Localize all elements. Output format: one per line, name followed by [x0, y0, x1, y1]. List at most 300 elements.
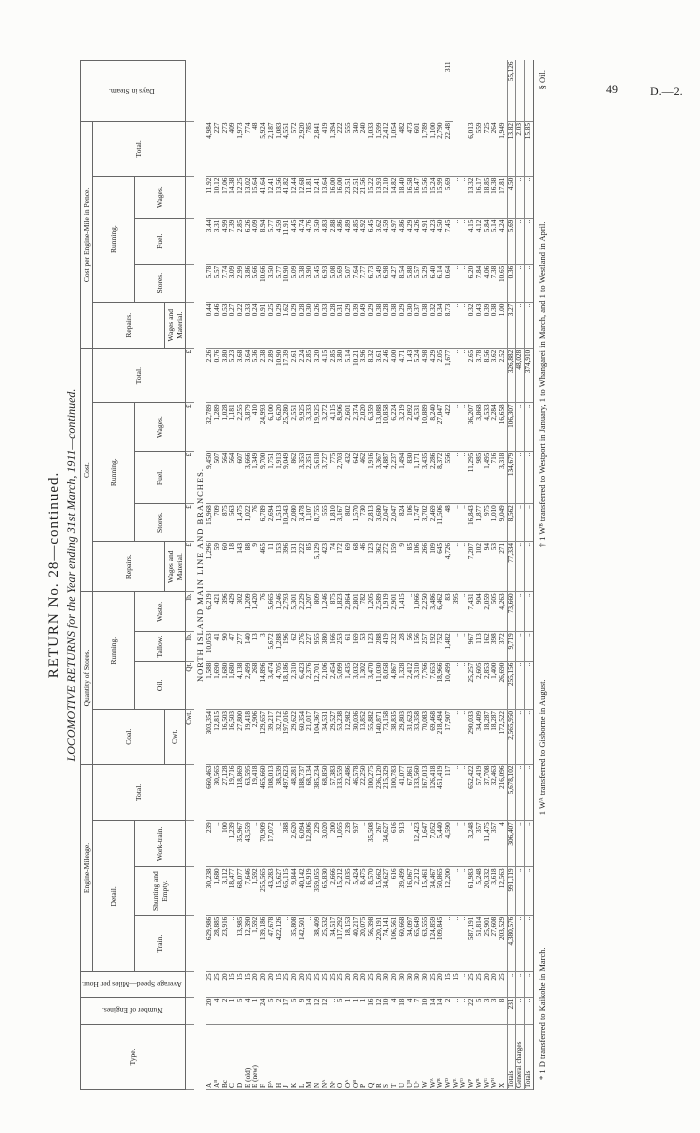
cell: 3.80 [222, 348, 230, 403]
cell: 1,415 [399, 592, 407, 632]
cell: 555 [345, 122, 353, 177]
cell: 4,138 [237, 661, 245, 709]
cell: .. [460, 997, 468, 1024]
cell: 30 [414, 972, 422, 997]
cell: 6,224 [391, 403, 399, 451]
cell: 6.20 [468, 264, 476, 302]
cell: 2,020 [360, 403, 368, 451]
cell: 5.29 [422, 264, 430, 302]
cell: 937 [353, 821, 361, 867]
cell: 3.96 [360, 348, 368, 403]
cell: 6.73 [368, 264, 376, 302]
cell: 1,435 [345, 661, 353, 709]
cell: 15,627 [276, 867, 284, 915]
cell: 5.57 [414, 264, 422, 302]
cell: 8,570 [368, 867, 376, 915]
cell: .. [460, 972, 468, 997]
cell: 775 [330, 451, 338, 503]
cell: 117 [445, 764, 453, 821]
cell: 5.14 [345, 348, 353, 403]
cell: 20 [345, 972, 353, 997]
cell: 172 [337, 542, 345, 592]
row-type: U [399, 1024, 407, 1089]
cell: 236,120 [376, 764, 384, 821]
cell: 7.64 [353, 264, 361, 302]
row-type: Wᴴ [491, 1024, 499, 1089]
cell: 862 [291, 451, 299, 503]
cell: 47,678 [268, 915, 276, 972]
cell: 2,092 [407, 403, 415, 451]
cell: 2,351 [306, 451, 314, 503]
cell: 4.27 [391, 264, 399, 302]
cell: 17 [283, 997, 291, 1024]
cell: 716 [491, 451, 499, 503]
cell: 6.93 [322, 264, 330, 302]
cell: 1,010 [491, 504, 499, 542]
cell: 20 [260, 972, 268, 997]
cell: 7.74 [222, 264, 230, 302]
cell: 5,672 [268, 632, 276, 661]
cell: 2,237 [391, 451, 399, 503]
cell: 14 [437, 997, 445, 1024]
cell: 1,475 [237, 504, 245, 542]
cell: 43,283 [268, 867, 276, 915]
cell: 311 [445, 61, 453, 122]
cell: 25 [430, 972, 438, 997]
cell: .. [283, 915, 291, 972]
cell: 19,418 [252, 764, 260, 821]
cell: 709 [214, 504, 222, 542]
cell: 131 [291, 542, 299, 592]
cell: .. [525, 997, 534, 1024]
cell: 23.51 [345, 176, 353, 218]
header-cpm-repairs: Repairs. [93, 302, 165, 348]
cell: 12.10 [383, 176, 391, 218]
footnote: † 1 Wᴮ transferred to Westport in January, 1 to Whangarei in March, and 1 to Westland in April. [536, 221, 547, 548]
cell: 6,789 [260, 504, 268, 542]
cell: 25 [468, 972, 476, 997]
cell: 7,646 [245, 867, 253, 915]
cell: 4,380,576 [507, 915, 516, 972]
cell: 422 [445, 403, 453, 451]
header-cpm-total: Total. [93, 122, 186, 177]
cell: 25 [283, 972, 291, 997]
cell: 6,620 [276, 403, 284, 451]
cell: 0.24 [252, 302, 260, 348]
cell: 20 [376, 972, 384, 997]
cell: 8.73 [445, 302, 453, 348]
header-oil: Oil. [134, 661, 185, 709]
cell: 133,559 [337, 764, 345, 821]
cell: 15.24 [430, 176, 438, 218]
cell: 100 [222, 821, 230, 867]
cell: 3,367 [376, 451, 384, 503]
cell: 34,627 [383, 821, 391, 867]
cell: 0.27 [229, 302, 237, 348]
cell: .. [525, 972, 534, 997]
row-type: F [260, 1024, 268, 1089]
cell: 601 [414, 122, 422, 177]
cell: 3.64 [245, 348, 253, 403]
cell: 12,563 [499, 867, 507, 915]
cell: 660,463 [206, 764, 214, 821]
cell: 1,205 [368, 592, 376, 632]
cell: 0.29 [276, 302, 284, 348]
cell: 1,066 [414, 592, 422, 632]
cell: 218,494 [437, 709, 445, 764]
cell: 3,702 [422, 504, 430, 542]
cell: 0.32 [430, 302, 438, 348]
cell: 1,209 [245, 592, 253, 632]
cell: 6,219 [206, 592, 214, 632]
cell: 4.97 [391, 218, 399, 264]
cell: 875 [330, 592, 338, 632]
cell: 8,475 [360, 867, 368, 915]
cell: 507 [214, 451, 222, 503]
cell: 257 [422, 632, 430, 661]
cell: 4 [214, 997, 222, 1024]
cell: 1,296 [206, 542, 214, 592]
cell: 156 [414, 632, 422, 661]
cell: 13,985 [237, 915, 245, 972]
cell: 4.59 [383, 218, 391, 264]
cell: 8.32 [368, 348, 376, 403]
cell: 3.68 [237, 348, 245, 403]
cell: 55,126 [507, 61, 516, 122]
cell: .. [276, 821, 284, 867]
cell: 396 [283, 542, 291, 592]
cell: 419 [322, 122, 330, 177]
cell: 76 [252, 504, 260, 542]
cell: .. [453, 302, 461, 348]
cell: 74 [330, 542, 338, 592]
cell: 30,238 [206, 867, 214, 915]
cell: 5.49 [376, 264, 384, 302]
cell: 3.90 [306, 264, 314, 302]
cell: 85 [407, 542, 415, 592]
cell: 1,107 [306, 504, 314, 542]
cell: 9,925 [299, 403, 307, 451]
cell: 21.56 [360, 176, 368, 218]
cell: 1,482 [445, 632, 453, 661]
cell: 2.88 [330, 218, 338, 264]
cell: 0.33 [322, 302, 330, 348]
cell: 106,307 [507, 403, 516, 451]
cell: 5.57 [214, 264, 222, 302]
cell: 1.00 [499, 302, 507, 348]
cell: 227 [214, 122, 222, 177]
cell: 1,239 [229, 821, 237, 867]
cell: 67,861 [407, 764, 415, 821]
cell: 4,590 [445, 821, 453, 867]
cell: .. [525, 867, 534, 915]
cell: 2,703 [337, 451, 345, 503]
cell: 53,238 [337, 709, 345, 764]
cell: 18,966 [437, 661, 445, 709]
cell: 6.14 [437, 264, 445, 302]
cell: 0.39 [484, 302, 492, 348]
cell: 62 [291, 632, 299, 661]
cell: 129,657 [260, 709, 268, 764]
cell: 3,470 [368, 661, 376, 709]
header-coal-wm: Cwt. [164, 709, 185, 764]
cell: 124,859 [430, 915, 438, 972]
cell: 2 [276, 997, 284, 1024]
cell: 18,153 [345, 915, 353, 972]
cell: 104,367 [314, 709, 322, 764]
row-type: Aᴮ [214, 1024, 222, 1089]
cell: 1 [252, 997, 260, 1024]
cell: 7,207 [468, 542, 476, 592]
cell: 106,561 [391, 915, 399, 972]
cell: 16,067 [407, 867, 415, 915]
cell: 140 [245, 632, 253, 661]
cell: 22.48 [445, 122, 453, 177]
cell: 2,853 [484, 661, 492, 709]
cell: 419 [383, 632, 391, 661]
cell: 203,529 [499, 915, 507, 972]
cell: 5.14 [491, 218, 499, 264]
cell: 50,865 [437, 867, 445, 915]
cell: 57,419 [476, 764, 484, 821]
cell: 11,475 [484, 821, 492, 867]
cell: 3,680 [376, 504, 384, 542]
cell: 134,679 [507, 451, 516, 503]
cell: 166 [330, 632, 338, 661]
cell: 1.62 [283, 302, 291, 348]
row-type: Bc [222, 1024, 230, 1089]
cell: 5.84 [484, 218, 492, 264]
cell: 2,864 [345, 592, 353, 632]
cell: 1 [360, 997, 368, 1024]
cell: 133,560 [414, 764, 422, 821]
cell: 4 [391, 997, 399, 1024]
cell: 30 [399, 972, 407, 997]
cell: .. [525, 542, 534, 592]
row-type: W [422, 1024, 430, 1089]
cell: 2,250 [422, 592, 430, 632]
cell: .. [460, 302, 468, 348]
cell: 2,187 [268, 122, 276, 177]
cell: .. [525, 592, 534, 632]
cell: 1,054 [391, 122, 399, 177]
cell: 0.76 [214, 348, 222, 403]
cell: 3.62 [376, 218, 384, 264]
cell: 102 [476, 542, 484, 592]
cell: .. [525, 451, 534, 503]
cell: 357 [476, 821, 484, 867]
cell: 51,814 [476, 915, 484, 972]
header-cpm-wm: Wages and Material. [164, 302, 185, 348]
cell: 642 [353, 451, 361, 503]
cell: 14 [306, 997, 314, 1024]
cell: 139,186 [260, 915, 268, 972]
cell: 1,913 [276, 451, 284, 503]
cell: 35,508 [368, 821, 376, 867]
cell: 273 [222, 122, 230, 177]
cell: .. [525, 821, 534, 867]
cell: .. [453, 504, 461, 542]
cell: 10,499 [445, 661, 453, 709]
cell: 5 [337, 997, 345, 1024]
cell: 2.85 [237, 218, 245, 264]
cell: 2.89 [268, 348, 276, 403]
cell: 10,889 [422, 403, 430, 451]
locomotive-table [80, 60, 534, 1090]
cell: 19,925 [314, 403, 322, 451]
cell: 140,871 [376, 709, 384, 764]
cell: .. [252, 821, 260, 867]
cell: 991,119 [507, 867, 516, 915]
cell: .. [460, 504, 468, 542]
header-cost-wages: Wages. [134, 403, 185, 451]
cell: 985 [476, 451, 484, 503]
table-header [81, 61, 194, 1090]
cell: 255,565 [260, 867, 268, 915]
cell: .. [460, 264, 468, 302]
cell: 3,879 [245, 403, 253, 451]
cell: 7.39 [229, 218, 237, 264]
cell: 1.43 [407, 348, 415, 403]
cell: 27,608 [491, 915, 499, 972]
cell: 6,094 [299, 821, 307, 867]
cell: 12 [314, 997, 322, 1024]
row-type: Wᴳ [484, 1024, 492, 1089]
cell: 20 [353, 972, 361, 997]
cell: 1,394 [330, 122, 338, 177]
cell: 4,263 [499, 592, 507, 632]
cell: 5 [291, 997, 299, 1024]
cell: 3.20 [314, 348, 322, 403]
cell: 2,310 [291, 661, 299, 709]
cell: 0.34 [437, 302, 445, 348]
row-type: Uᶜ [414, 1024, 422, 1089]
page-subtitle: LOCOMOTIVE RETURNS for the Year ending 31st March, 1911—continued. [64, 388, 78, 762]
cell: 15,212 [337, 867, 345, 915]
cell: 1,349 [252, 451, 260, 503]
cell: 34,531 [322, 709, 330, 764]
general-charges-row [516, 61, 525, 1090]
cell: 60,668 [399, 915, 407, 972]
cell: .. [460, 632, 468, 661]
cell: 25 [206, 972, 214, 997]
cell: 18,477 [229, 867, 237, 915]
cell: 4,115 [330, 403, 338, 451]
unit-lb-tallow: lb. [185, 632, 193, 661]
header-tallow: Tallow. [134, 632, 185, 661]
cell: 15.64 [252, 176, 260, 218]
cell: 290,033 [468, 709, 476, 764]
cell: 11.91 [283, 218, 291, 264]
cell: 2,906 [252, 709, 260, 764]
cell: 19,418 [245, 709, 253, 764]
cell: 967 [468, 632, 476, 661]
cell: 48,028 [516, 348, 525, 403]
cell: 18,287 [484, 709, 492, 764]
cell: 5,678,102 [507, 764, 516, 821]
cell: 9,844 [291, 867, 299, 915]
cell: 0.64 [445, 264, 453, 302]
cell: 18.40 [399, 176, 407, 218]
cell: 4,726 [445, 542, 453, 592]
cell: 288 [376, 632, 384, 661]
cell: 0.26 [314, 302, 322, 348]
cell: 200 [330, 821, 338, 867]
cell: 38,539 [276, 764, 284, 821]
cell: 4,984 [206, 122, 214, 177]
header-type: Type. [81, 1024, 186, 1089]
cell: 16,658 [499, 403, 507, 451]
cell: 0.28 [299, 302, 307, 348]
cell: 5 [237, 997, 245, 1024]
cell: 268 [252, 661, 260, 709]
cell: 10.90 [276, 348, 284, 403]
cell: 3.50 [314, 218, 322, 264]
cell: 4,867 [391, 661, 399, 709]
cell: 9 [299, 997, 307, 1024]
cell: 22,486 [345, 764, 353, 821]
cell: 830 [407, 451, 415, 503]
cell: 0.30 [306, 302, 314, 348]
cell: .. [453, 542, 461, 592]
cell: 3 [260, 632, 268, 661]
cell: 388 [283, 821, 291, 867]
table-row [445, 61, 453, 1090]
cell: .. [516, 821, 525, 867]
cell: 12 [322, 997, 330, 1024]
cell: 20 [222, 972, 230, 997]
cell: 69,468 [430, 709, 438, 764]
cell: 1,181 [229, 403, 237, 451]
cell: 0.44 [206, 302, 214, 348]
cell: 34,627 [383, 867, 391, 915]
cell: 8,755 [314, 504, 322, 542]
cell: 4.24 [499, 218, 507, 264]
cell: 4.29 [430, 348, 438, 403]
cell: 3.80 [337, 348, 345, 403]
cell: 1,328 [399, 661, 407, 709]
cell: 4.23 [430, 218, 438, 264]
cell: 8.94 [260, 218, 268, 264]
cell: 272 [383, 542, 391, 592]
cell: 975 [484, 504, 492, 542]
cell: .. [460, 764, 468, 821]
cell: 5.77 [276, 264, 284, 302]
table-row [222, 61, 230, 1090]
cell: 1,033 [368, 122, 376, 177]
row-type: Wᴮ [437, 1024, 445, 1089]
table-row [299, 61, 307, 1090]
row-type: Wᴬ [430, 1024, 438, 1089]
cell: 9,719 [507, 632, 516, 661]
row-type: Wᴿ [476, 1024, 484, 1089]
cell: 4.86 [399, 218, 407, 264]
header-cost-running: Running. [93, 403, 135, 542]
cell: 6,462 [437, 592, 445, 632]
cell: 20 [391, 972, 399, 997]
cell: 8,906 [337, 403, 345, 451]
cell: 0.36 [507, 264, 516, 302]
cell: 3,868 [476, 403, 484, 451]
cell: 142,501 [299, 915, 307, 972]
cell: .. [214, 821, 222, 867]
cell: 30 [422, 972, 430, 997]
cell: 9 [252, 542, 260, 592]
cell: 68,134 [306, 764, 314, 821]
cell: 563 [229, 504, 237, 542]
cell: 172,522 [499, 709, 507, 764]
cell [516, 61, 525, 122]
